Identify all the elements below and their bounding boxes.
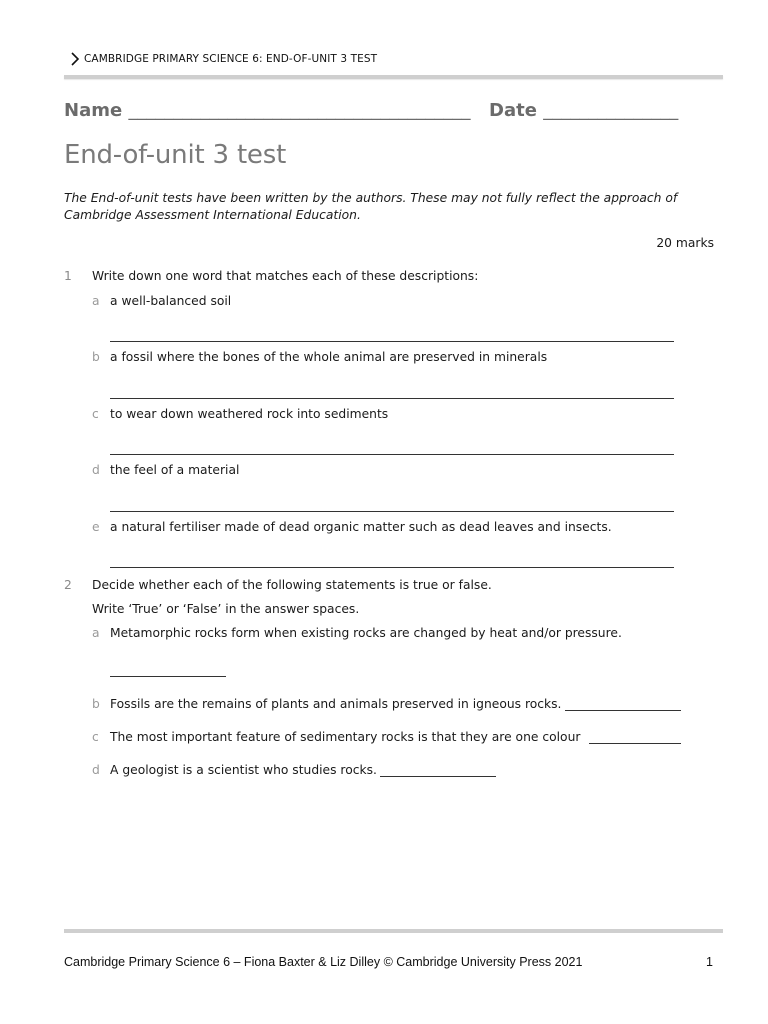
- item-text: Fossils are the remains of plants and animals preserved in igneous rocks.: [110, 697, 562, 711]
- question-prompt: Write down one word that matches each of these descriptions:: [92, 269, 479, 283]
- question-instruction: Write ‘True’ or ‘False’ in the answer spaces.: [92, 602, 360, 616]
- intro-note: The End-of-unit tests have been written by the authors. These may not fully reflect the approach of Cambridge Assessment International Education.: [64, 191, 678, 222]
- item-text: a fossil where the bones of the whole animal are preserved in minerals: [110, 350, 548, 364]
- page-title: End-of-unit 3 test: [64, 140, 287, 170]
- name-date-row: [64, 100, 724, 126]
- answer-line[interactable]: [110, 566, 674, 568]
- footer-credit: Cambridge Primary Science 6 – Fiona Baxter & Liz Dilley © Cambridge University Press 2021: [64, 955, 583, 969]
- item-letter: a: [92, 626, 100, 640]
- page-number: 1: [706, 955, 713, 969]
- header-divider: [64, 75, 723, 79]
- item-text: the feel of a material: [110, 463, 240, 477]
- total-marks: 20 marks: [656, 236, 714, 250]
- answer-line[interactable]: [565, 709, 681, 711]
- question-number: 1: [64, 269, 72, 283]
- answer-line[interactable]: [110, 397, 674, 399]
- question-number: 2: [64, 578, 72, 592]
- date-field[interactable]: _______________: [543, 100, 679, 121]
- answer-line[interactable]: [589, 742, 681, 744]
- item-letter: a: [92, 294, 100, 308]
- answer-line[interactable]: [110, 510, 674, 512]
- running-title: CAMBRIDGE PRIMARY SCIENCE 6: END-OF-UNIT 3 TEST: [84, 53, 378, 65]
- item-letter: b: [92, 697, 100, 711]
- item-letter: d: [92, 763, 100, 777]
- item-letter: c: [92, 407, 99, 421]
- item-text: Metamorphic rocks form when existing rocks are changed by heat and/or pressure.: [110, 626, 622, 640]
- item-text: a well-balanced soil: [110, 294, 232, 308]
- answer-line[interactable]: [380, 775, 496, 777]
- item-letter: e: [92, 520, 100, 534]
- item-text: a natural fertiliser made of dead organic matter such as dead leaves and insects.: [110, 520, 612, 534]
- date-label: Date: [489, 100, 537, 121]
- answer-line[interactable]: [110, 340, 674, 342]
- question-prompt: Decide whether each of the following statements is true or false.: [92, 578, 492, 592]
- item-text: The most important feature of sedimentary rocks is that they are one colour: [110, 730, 581, 744]
- item-letter: d: [92, 463, 100, 477]
- item-letter: c: [92, 730, 99, 744]
- chevron-right-icon: [68, 52, 82, 66]
- name-label: Name: [64, 100, 123, 121]
- answer-line[interactable]: [110, 453, 674, 455]
- name-field[interactable]: ______________________________________: [128, 100, 471, 121]
- item-text: A geologist is a scientist who studies rocks.: [110, 763, 377, 777]
- item-text: to wear down weathered rock into sediments: [110, 407, 389, 421]
- item-letter: b: [92, 350, 100, 364]
- footer-divider: [64, 929, 723, 933]
- answer-line[interactable]: [110, 675, 226, 677]
